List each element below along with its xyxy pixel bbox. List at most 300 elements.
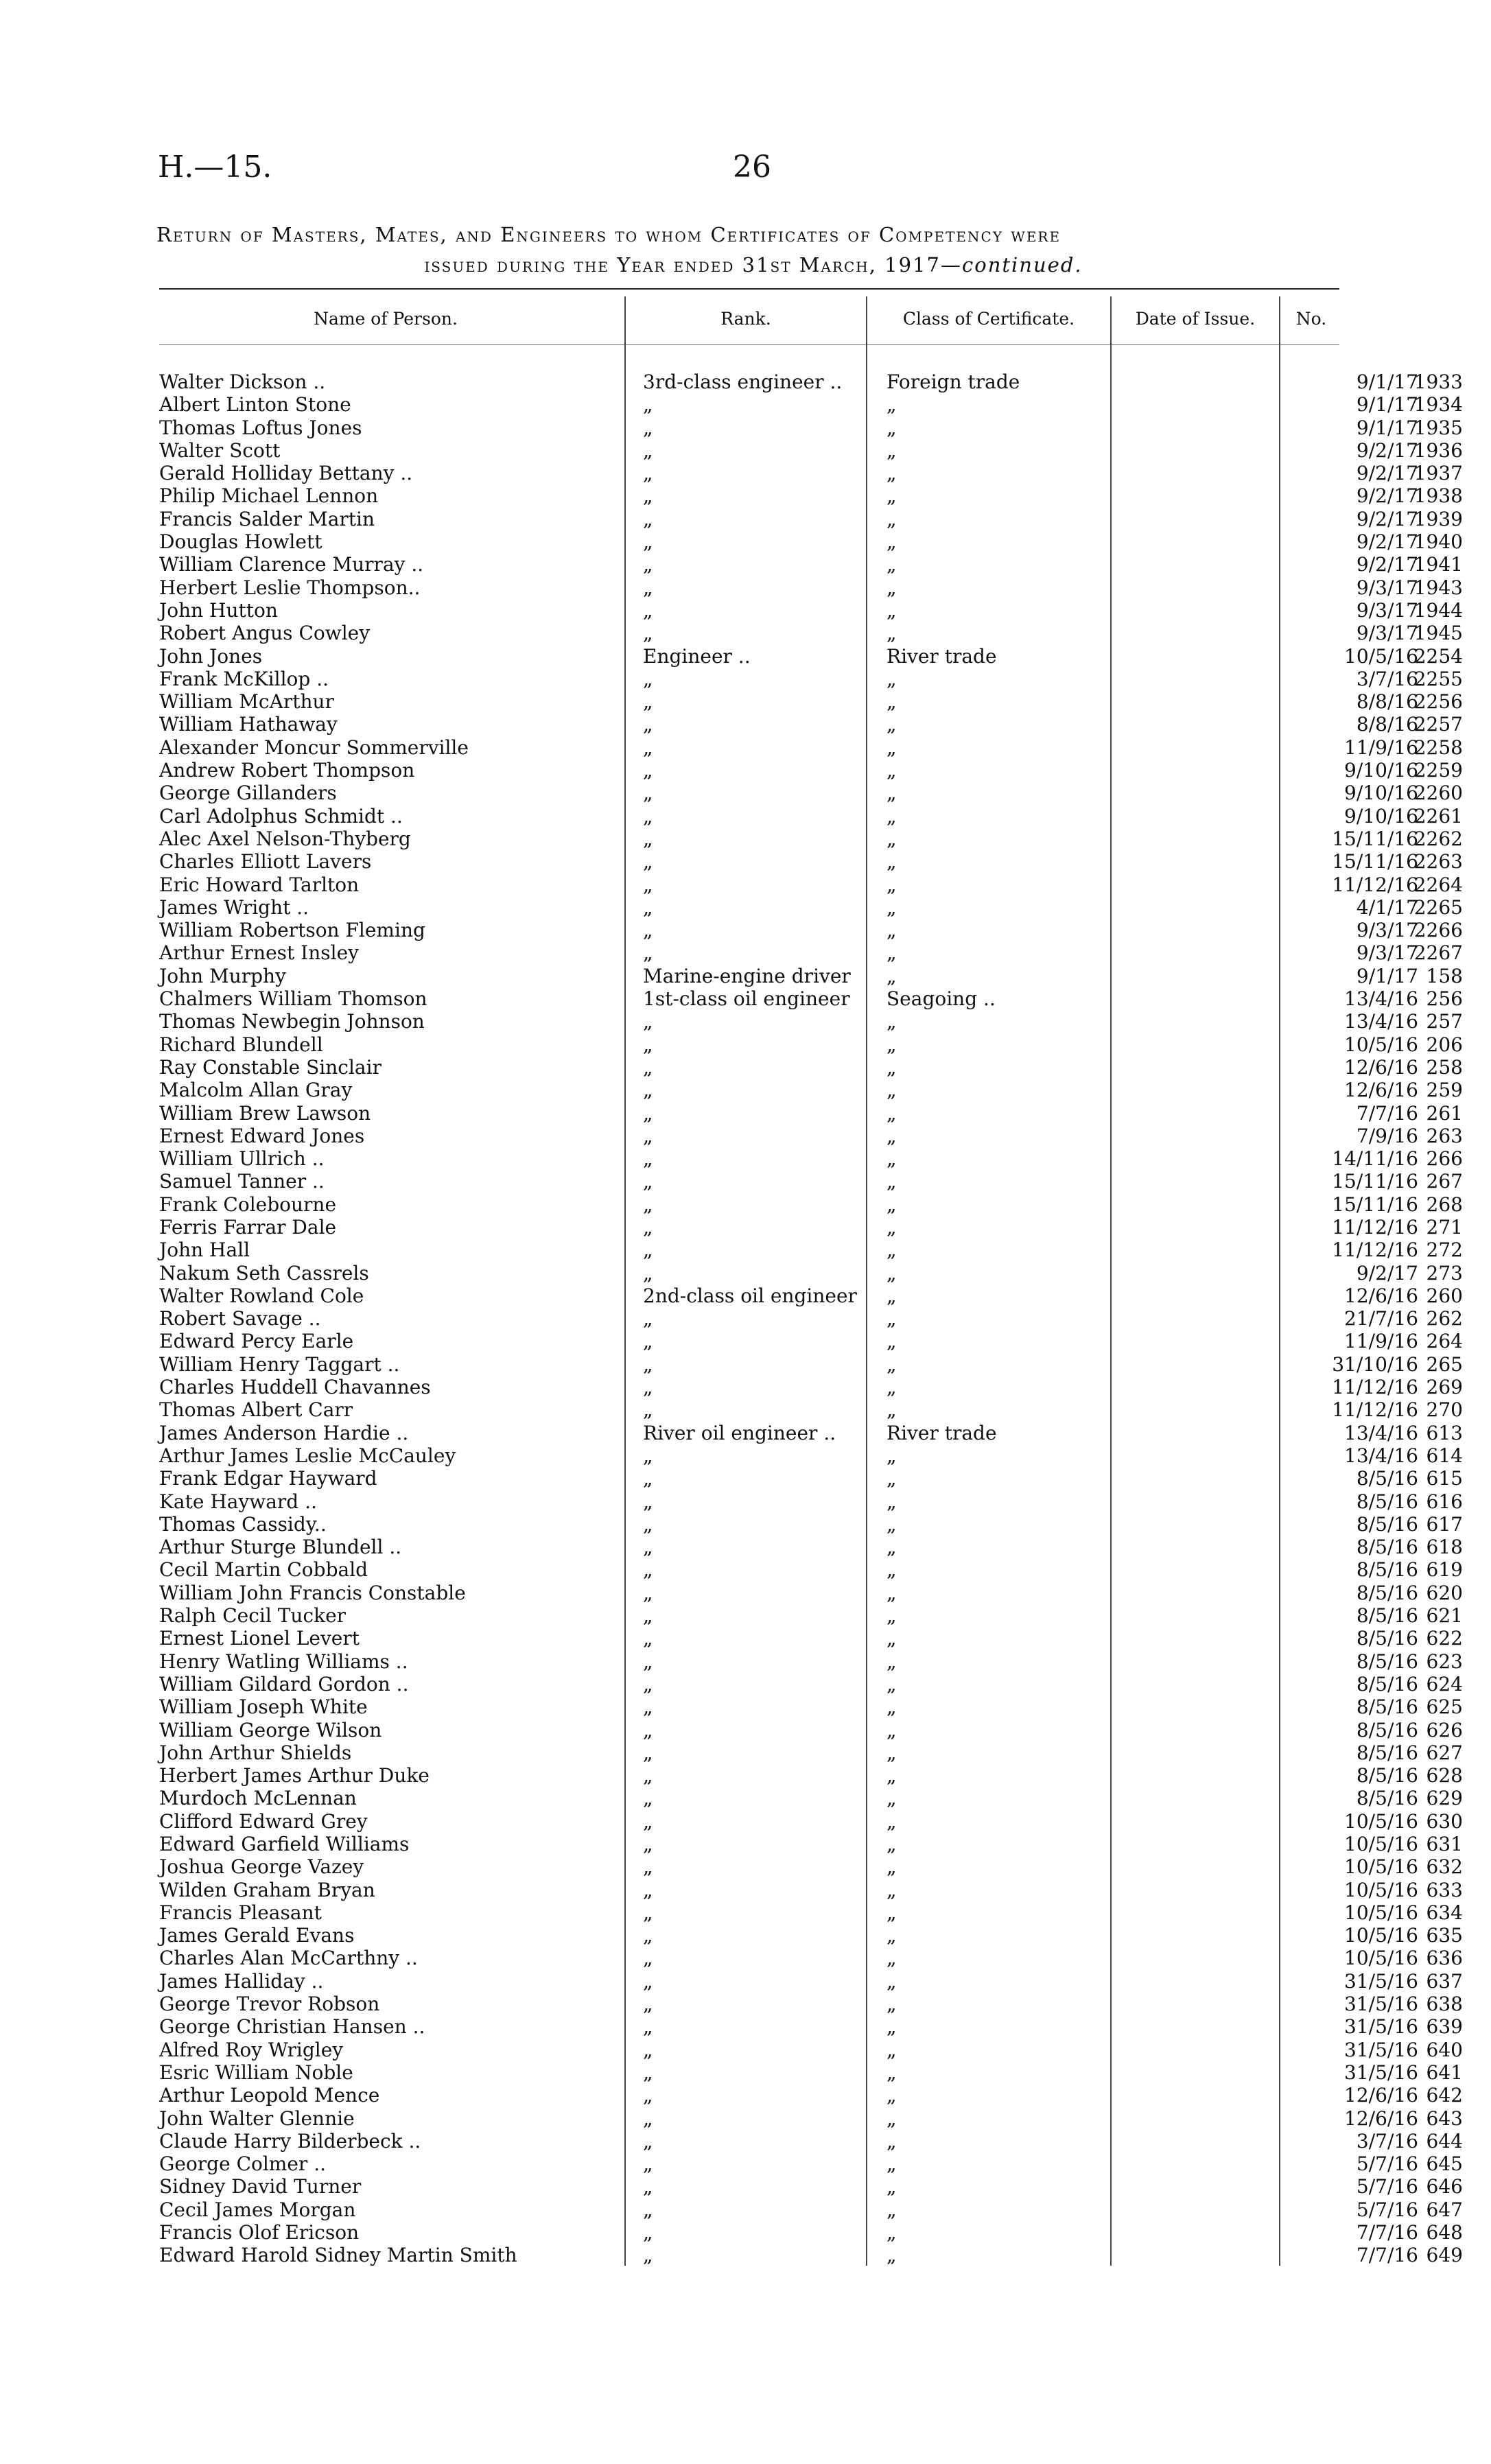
number-cell: 618 <box>1426 1536 1463 1559</box>
table-row <box>159 2221 1463 2244</box>
number-cell: 639 <box>1426 2015 1463 2039</box>
name-cell: Edward Percy Earle <box>159 1330 354 1353</box>
table-row <box>159 873 1463 896</box>
number-cell: 631 <box>1426 1833 1463 1855</box>
number-cell: 623 <box>1426 1650 1463 1673</box>
rank-cell: „ <box>643 713 653 736</box>
name-cell: Charles Alan McCarthny .. <box>159 1947 418 1970</box>
number-cell: 616 <box>1426 1490 1463 1513</box>
rank-cell: „ <box>643 462 653 485</box>
name-cell: Thomas Cassidy.. <box>159 1512 327 1536</box>
name-cell: William Henry Taggart .. <box>159 1352 400 1376</box>
class-cell: „ <box>887 1855 897 1879</box>
rank-cell: „ <box>643 1490 653 1513</box>
rank-cell: „ <box>643 2175 653 2198</box>
rank-cell: „ <box>643 1055 653 1079</box>
table-row <box>159 371 1463 393</box>
class-cell: River trade <box>887 1421 997 1444</box>
class-cell: „ <box>887 736 897 759</box>
name-cell: Kate Hayward .. <box>159 1490 317 1513</box>
name-cell: George Trevor Robson <box>159 1993 380 2016</box>
rank-cell: „ <box>643 1033 653 1056</box>
title-line-1: Return of Masters, Mates, and Engineers to whom Certificates of Competency were <box>156 223 1061 246</box>
number-cell: 613 <box>1426 1421 1463 1444</box>
date-cell: 12/6/16 <box>1344 2107 1418 2130</box>
name-cell: John Arthur Shields <box>159 1741 352 1764</box>
table-row <box>159 1421 1463 1444</box>
date-cell: 9/3/17 <box>1356 576 1418 599</box>
name-cell: Arthur James Leslie McCauley <box>159 1444 456 1467</box>
date-cell: 13/4/16 <box>1344 1421 1418 1444</box>
class-cell: „ <box>887 1741 897 1764</box>
name-cell: Ray Constable Sinclair <box>159 1055 381 1079</box>
class-cell: „ <box>887 1833 897 1855</box>
date-cell: 9/2/17 <box>1356 553 1418 576</box>
number-cell: 2258 <box>1413 736 1463 759</box>
name-cell: Alfred Roy Wrigley <box>159 2038 344 2061</box>
name-cell: Charles Huddell Chavannes <box>159 1376 431 1399</box>
table-row <box>159 484 1463 508</box>
date-cell: 9/10/16 <box>1344 804 1418 828</box>
date-cell: 9/2/17 <box>1356 438 1418 462</box>
number-cell: 649 <box>1426 2244 1463 2267</box>
name-cell: Cecil James Morgan <box>159 2198 356 2221</box>
table-row <box>159 553 1463 576</box>
number-cell: 645 <box>1426 2152 1463 2176</box>
number-cell: 273 <box>1426 1261 1463 1284</box>
number-cell: 1938 <box>1413 484 1463 508</box>
date-cell: 8/5/16 <box>1356 1741 1418 1764</box>
table-row <box>159 1101 1463 1125</box>
class-cell: „ <box>887 1536 897 1559</box>
rank-cell: „ <box>643 598 653 622</box>
number-cell: 1940 <box>1413 530 1463 554</box>
table-row <box>159 1330 1463 1353</box>
rank-cell: „ <box>643 2152 653 2176</box>
number-cell: 633 <box>1426 1878 1463 1901</box>
rank-cell: 3rd-class engineer .. <box>643 371 843 393</box>
rank-cell: 1st-class oil engineer <box>643 987 850 1011</box>
number-cell: 635 <box>1426 1924 1463 1947</box>
table-row <box>159 1536 1463 1559</box>
class-cell: „ <box>887 2015 897 2039</box>
name-cell: Herbert Leslie Thompson.. <box>159 576 421 599</box>
class-cell: „ <box>887 1718 897 1741</box>
table-row <box>159 622 1463 645</box>
class-cell: Foreign trade <box>887 371 1020 393</box>
rank-cell: „ <box>643 1696 653 1719</box>
class-cell: „ <box>887 2129 897 2152</box>
table-row <box>159 1809 1463 1833</box>
rank-cell: „ <box>643 2244 653 2267</box>
rank-cell: „ <box>643 438 653 462</box>
date-cell: 5/7/16 <box>1356 2152 1418 2176</box>
date-cell: 10/5/16 <box>1344 1855 1418 1879</box>
rank-cell: „ <box>643 1558 653 1582</box>
name-cell: Clifford Edward Grey <box>159 1809 368 1833</box>
table-row <box>159 530 1463 554</box>
rank-cell: „ <box>643 1787 653 1810</box>
name-cell: Arthur Sturge Blundell .. <box>159 1536 402 1559</box>
table-row <box>159 1467 1463 1490</box>
class-cell: „ <box>887 1650 897 1673</box>
name-cell: John Murphy <box>159 964 286 987</box>
number-cell: 2257 <box>1413 713 1463 736</box>
table-row <box>159 2061 1463 2084</box>
rank-cell: „ <box>643 576 653 599</box>
date-cell: 31/10/16 <box>1332 1352 1418 1376</box>
name-cell: George Gillanders <box>159 782 337 805</box>
date-cell: 13/4/16 <box>1344 1444 1418 1467</box>
name-cell: Alexander Moncur Sommerville <box>159 736 469 759</box>
class-cell: „ <box>887 667 897 690</box>
class-cell: „ <box>887 2244 897 2267</box>
number-cell: 632 <box>1426 1855 1463 1879</box>
number-cell: 1935 <box>1413 416 1463 439</box>
rank-cell: „ <box>643 1924 653 1947</box>
rank-cell: „ <box>643 1741 653 1764</box>
name-cell: Claude Harry Bilderbeck .. <box>159 2129 421 2152</box>
class-cell: „ <box>887 393 897 416</box>
date-cell: 12/6/16 <box>1344 2084 1418 2107</box>
name-cell: William Gildard Gordon .. <box>159 1672 409 1696</box>
rank-cell: „ <box>643 1878 653 1901</box>
date-cell: 9/3/17 <box>1356 622 1418 645</box>
date-cell: 21/7/16 <box>1344 1307 1418 1330</box>
class-cell: „ <box>887 438 897 462</box>
class-cell: „ <box>887 1376 897 1399</box>
table-row <box>159 393 1463 416</box>
class-cell: „ <box>887 1627 897 1650</box>
date-cell: 10/5/16 <box>1344 1033 1418 1056</box>
name-cell: James Halliday .. <box>159 1969 324 1993</box>
rank-cell: „ <box>643 1604 653 1628</box>
number-cell: 270 <box>1426 1398 1463 1422</box>
name-cell: James Anderson Hardie .. <box>159 1421 409 1444</box>
table-row <box>159 1147 1463 1171</box>
class-cell: „ <box>887 1193 897 1216</box>
number-cell: 1934 <box>1413 393 1463 416</box>
rank-cell: „ <box>643 1193 653 1216</box>
number-cell: 634 <box>1426 1901 1463 1924</box>
table-row <box>159 1581 1463 1604</box>
rank-cell: „ <box>643 1215 653 1239</box>
class-cell: „ <box>887 1170 897 1193</box>
table-row <box>159 782 1463 805</box>
number-cell: 1944 <box>1413 598 1463 622</box>
date-cell: 15/11/16 <box>1332 1193 1418 1216</box>
class-cell: „ <box>887 941 897 965</box>
rank-cell: „ <box>643 667 653 690</box>
table-row <box>159 416 1463 439</box>
rank-cell: „ <box>643 827 653 850</box>
date-cell: 10/5/16 <box>1344 1924 1418 1947</box>
name-cell: Murdoch McLennan <box>159 1787 357 1810</box>
table-row <box>159 2244 1463 2267</box>
rank-cell: „ <box>643 1147 653 1171</box>
number-cell: 646 <box>1426 2175 1463 2198</box>
name-cell: Albert Linton Stone <box>159 393 351 416</box>
date-cell: 10/5/16 <box>1344 1809 1418 1833</box>
rank-cell: „ <box>643 2129 653 2152</box>
number-cell: 627 <box>1426 1741 1463 1764</box>
class-cell: „ <box>887 2038 897 2061</box>
top-rule <box>159 288 1339 290</box>
class-cell: „ <box>887 1878 897 1901</box>
column-header-rank: Rank. <box>720 309 771 329</box>
rank-cell: „ <box>643 1627 653 1650</box>
number-cell: 647 <box>1426 2198 1463 2221</box>
rank-cell: „ <box>643 1650 653 1673</box>
table-row <box>159 850 1463 873</box>
class-cell: „ <box>887 1512 897 1536</box>
class-cell: „ <box>887 1215 897 1239</box>
name-cell: Andrew Robert Thompson <box>159 759 415 782</box>
number-cell: 2266 <box>1413 919 1463 942</box>
name-cell: Ferris Farrar Dale <box>159 1215 337 1239</box>
table-row <box>159 1878 1463 1901</box>
rank-cell: „ <box>643 782 653 805</box>
class-cell: „ <box>887 2175 897 2198</box>
name-cell: Frank McKillop .. <box>159 667 329 690</box>
number-cell: 637 <box>1426 1969 1463 1993</box>
number-cell: 624 <box>1426 1672 1463 1696</box>
date-cell: 9/1/17 <box>1356 964 1418 987</box>
name-cell: Edward Harold Sidney Martin Smith <box>159 2244 517 2267</box>
name-cell: Thomas Albert Carr <box>159 1398 353 1422</box>
table-row <box>159 1787 1463 1810</box>
name-cell: Francis Salder Martin <box>159 507 375 530</box>
class-cell: „ <box>887 1261 897 1284</box>
table-row <box>159 1444 1463 1467</box>
class-cell: „ <box>887 919 897 942</box>
date-cell: 9/2/17 <box>1356 530 1418 554</box>
date-cell: 9/1/17 <box>1356 371 1418 393</box>
rank-cell: „ <box>643 941 653 965</box>
date-cell: 11/12/16 <box>1332 1215 1418 1239</box>
table-row <box>159 1215 1463 1239</box>
table-row <box>159 598 1463 622</box>
table-row <box>159 736 1463 759</box>
number-cell: 1945 <box>1413 622 1463 645</box>
rank-cell: Engineer .. <box>643 644 751 668</box>
number-cell: 261 <box>1426 1101 1463 1125</box>
rank-cell: „ <box>643 1170 653 1193</box>
rank-cell: „ <box>643 1947 653 1970</box>
class-cell: „ <box>887 416 897 439</box>
table-row <box>159 1969 1463 1993</box>
name-cell: Thomas Loftus Jones <box>159 416 362 439</box>
table-row <box>159 895 1463 919</box>
name-cell: Arthur Ernest Insley <box>159 941 359 965</box>
table-row <box>159 804 1463 828</box>
table-row <box>159 644 1463 668</box>
date-cell: 10/5/16 <box>1344 644 1418 668</box>
date-cell: 15/11/16 <box>1332 827 1418 850</box>
table-row <box>159 1901 1463 1924</box>
date-cell: 8/5/16 <box>1356 1764 1418 1787</box>
class-cell: „ <box>887 2084 897 2107</box>
document-title <box>156 220 1350 280</box>
column-header-name: Name of Person. <box>314 309 458 329</box>
rank-cell: „ <box>643 1718 653 1741</box>
table-row <box>159 1124 1463 1147</box>
number-cell: 1941 <box>1413 553 1463 576</box>
table-row <box>159 2038 1463 2061</box>
rank-cell: „ <box>643 736 653 759</box>
table-row <box>159 1512 1463 1536</box>
class-cell: „ <box>887 895 897 919</box>
table-row <box>159 690 1463 714</box>
number-cell: 265 <box>1426 1352 1463 1376</box>
name-cell: James Wright .. <box>159 895 309 919</box>
rank-cell: „ <box>643 1764 653 1787</box>
class-cell: „ <box>887 1672 897 1696</box>
date-cell: 9/3/17 <box>1356 598 1418 622</box>
table-row <box>159 1604 1463 1628</box>
rank-cell: „ <box>643 1330 653 1353</box>
class-cell: „ <box>887 1055 897 1079</box>
number-cell: 1939 <box>1413 507 1463 530</box>
number-cell: 2267 <box>1413 941 1463 965</box>
name-cell: Joshua George Vazey <box>159 1855 364 1879</box>
number-cell: 621 <box>1426 1604 1463 1628</box>
class-cell: „ <box>887 1124 897 1147</box>
number-cell: 269 <box>1426 1376 1463 1399</box>
number-cell: 2265 <box>1413 895 1463 919</box>
number-cell: 625 <box>1426 1696 1463 1719</box>
date-cell: 12/6/16 <box>1344 1055 1418 1079</box>
name-cell: John Hall <box>159 1239 250 1262</box>
name-cell: Gerald Holliday Bettany .. <box>159 462 413 485</box>
number-cell: 2255 <box>1413 667 1463 690</box>
date-cell: 8/5/16 <box>1356 1718 1418 1741</box>
rank-cell: „ <box>643 1101 653 1125</box>
number-cell: 630 <box>1426 1809 1463 1833</box>
rank-cell: „ <box>643 804 653 828</box>
date-cell: 3/7/16 <box>1356 2129 1418 2152</box>
rank-cell: „ <box>643 919 653 942</box>
table-row <box>159 462 1463 485</box>
date-cell: 15/11/16 <box>1332 1170 1418 1193</box>
table-row <box>159 2152 1463 2176</box>
date-cell: 9/3/17 <box>1356 919 1418 942</box>
name-cell: William Robertson Fleming <box>159 919 425 942</box>
class-cell: „ <box>887 827 897 850</box>
name-cell: Alec Axel Nelson-Thyberg <box>159 827 411 850</box>
name-cell: Thomas Newbegin Johnson <box>159 1010 425 1033</box>
number-cell: 263 <box>1426 1124 1463 1147</box>
name-cell: Carl Adolphus Schmidt .. <box>159 804 403 828</box>
title-line-2 <box>156 250 1350 280</box>
number-cell: 629 <box>1426 1787 1463 1810</box>
rank-cell: „ <box>643 1010 653 1033</box>
class-cell: Seagoing .. <box>887 987 996 1011</box>
rank-cell: „ <box>643 416 653 439</box>
date-cell: 8/8/16 <box>1356 690 1418 714</box>
class-cell: „ <box>887 2107 897 2130</box>
name-cell: Eric Howard Tarlton <box>159 873 360 896</box>
class-cell: „ <box>887 2198 897 2221</box>
table-row <box>159 1672 1463 1696</box>
name-cell: Walter Rowland Cole <box>159 1284 364 1307</box>
number-cell: 264 <box>1426 1330 1463 1353</box>
class-cell: „ <box>887 1947 897 1970</box>
number-cell: 644 <box>1426 2129 1463 2152</box>
number-cell: 2262 <box>1413 827 1463 850</box>
name-cell: Francis Olof Ericson <box>159 2221 360 2244</box>
date-cell: 11/9/16 <box>1344 736 1418 759</box>
name-cell: Richard Blundell <box>159 1033 323 1056</box>
name-cell: Esric William Noble <box>159 2061 353 2084</box>
class-cell: „ <box>887 759 897 782</box>
class-cell: „ <box>887 2221 897 2244</box>
table-row <box>159 1352 1463 1376</box>
number-cell: 617 <box>1426 1512 1463 1536</box>
class-cell: „ <box>887 462 897 485</box>
class-cell: River trade <box>887 644 997 668</box>
name-cell: Robert Savage .. <box>159 1307 321 1330</box>
date-cell: 10/5/16 <box>1344 1878 1418 1901</box>
rank-cell: „ <box>643 1261 653 1284</box>
date-cell: 31/5/16 <box>1344 1993 1418 2016</box>
class-cell: „ <box>887 1604 897 1628</box>
name-cell: George Christian Hansen .. <box>159 2015 425 2039</box>
date-cell: 3/7/16 <box>1356 667 1418 690</box>
table-row <box>159 1239 1463 1262</box>
number-cell: 620 <box>1426 1581 1463 1604</box>
table-row <box>159 941 1463 965</box>
name-cell: Robert Angus Cowley <box>159 622 371 645</box>
table-row <box>159 1650 1463 1673</box>
number-cell: 262 <box>1426 1307 1463 1330</box>
class-cell: „ <box>887 1284 897 1307</box>
rank-cell: „ <box>643 553 653 576</box>
number-cell: 206 <box>1426 1033 1463 1056</box>
class-cell: „ <box>887 1033 897 1056</box>
date-cell: 7/9/16 <box>1356 1124 1418 1147</box>
name-cell: Nakum Seth Cassrels <box>159 1261 369 1284</box>
number-cell: 636 <box>1426 1947 1463 1970</box>
table-row <box>159 1170 1463 1193</box>
date-cell: 13/4/16 <box>1344 987 1418 1011</box>
number-cell: 640 <box>1426 2038 1463 2061</box>
table-row <box>159 1261 1463 1284</box>
table-row <box>159 1033 1463 1056</box>
class-cell: „ <box>887 1239 897 1262</box>
table-row <box>159 1993 1463 2016</box>
number-cell: 619 <box>1426 1558 1463 1582</box>
date-cell: 8/8/16 <box>1356 713 1418 736</box>
class-cell: „ <box>887 782 897 805</box>
name-cell: Francis Pleasant <box>159 1901 322 1924</box>
date-cell: 31/5/16 <box>1344 2061 1418 2084</box>
table-row <box>159 507 1463 530</box>
number-cell: 1936 <box>1413 438 1463 462</box>
number-cell: 641 <box>1426 2061 1463 2084</box>
rank-cell: „ <box>643 1809 653 1833</box>
table-row <box>159 1627 1463 1650</box>
date-cell: 8/5/16 <box>1356 1650 1418 1673</box>
number-cell: 2264 <box>1413 873 1463 896</box>
number-cell: 2256 <box>1413 690 1463 714</box>
rank-cell: „ <box>643 1581 653 1604</box>
class-cell: „ <box>887 598 897 622</box>
table-row <box>159 438 1463 462</box>
number-cell: 272 <box>1426 1239 1463 1262</box>
name-cell: Samuel Tanner .. <box>159 1170 325 1193</box>
number-cell: 626 <box>1426 1718 1463 1741</box>
